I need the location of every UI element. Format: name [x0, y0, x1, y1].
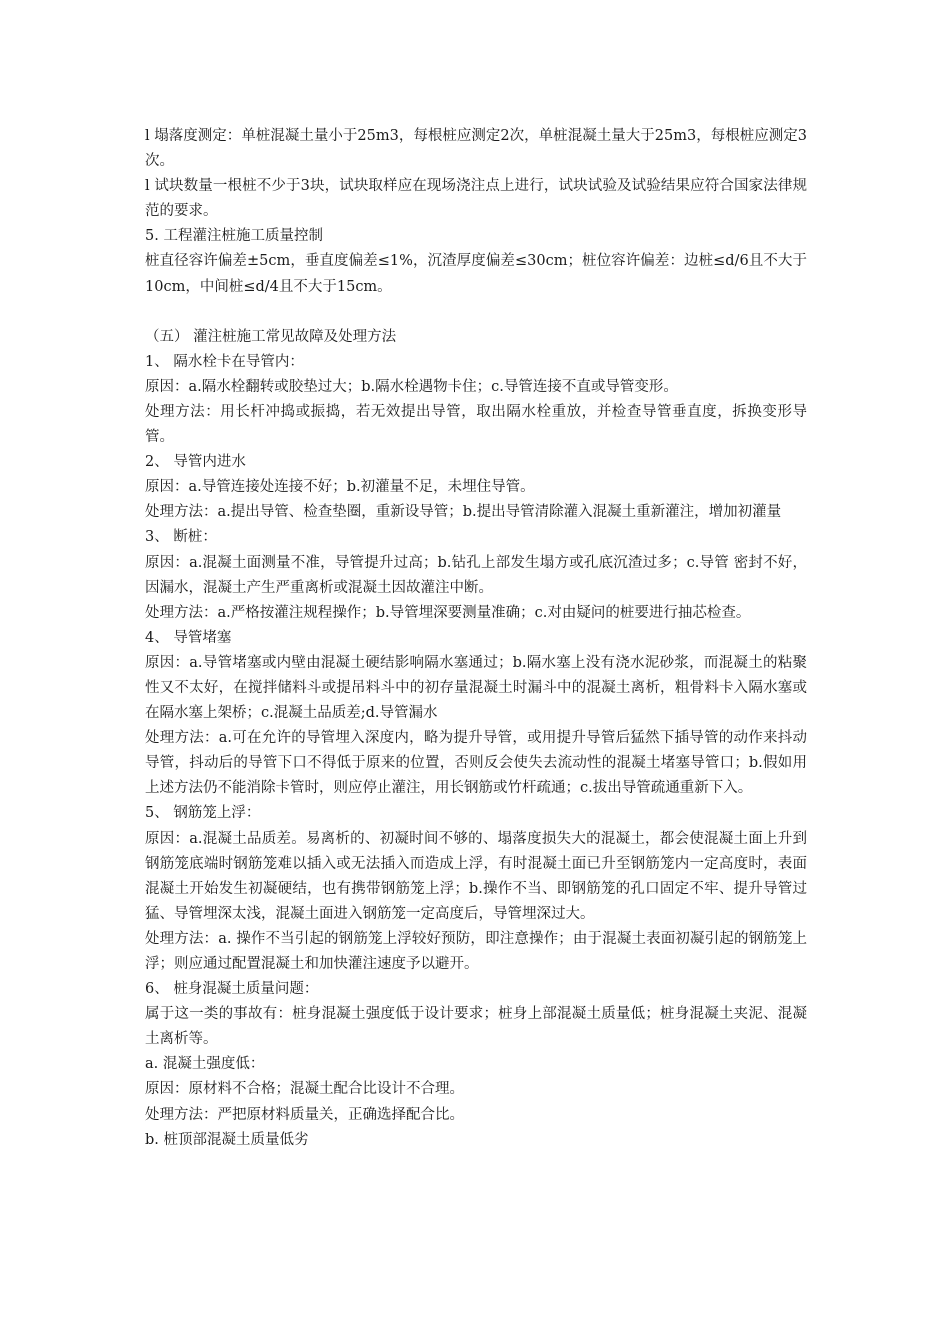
subitem-a-treatment: 处理方法：严把原材料质量关，正确选择配合比。: [145, 1106, 464, 1123]
item-heading-5: 5、 钢筋笼上浮：: [145, 805, 261, 822]
item-3-treatment: 处理方法：a.严格按灌注规程操作；b.导管埋深要测量准确；c.对由疑问的桩要进行抽芯检查。: [145, 604, 751, 621]
paragraph-slump-test: l 塌落度测定：单桩混凝土量小于25m3，每根桩应测定2次，单桩混凝土量大于25m3，每根桩应测定3次。: [145, 128, 807, 170]
item-heading-4: 4、 导管堵塞: [145, 629, 232, 646]
item-4-treatment: 处理方法：a.可在允许的导管埋入深度内，略为提升导管，或用提升导管后猛然下插导管的动作来抖动导管，抖动后的导管下口不得低于原来的位置，否则反会使失去流动性的混凝土堵塞导管口；b.假如用上述方法仍不能消除卡管时，则应停止灌注，用长钢筋或竹杆疏通；c.拔出导管疏通重新下入。: [145, 730, 807, 797]
item-2-cause: 原因：a.导管连接处连接不好；b.初灌量不足，未埋住导管。: [145, 479, 535, 496]
item-heading-6: 6、 桩身混凝土质量问题：: [145, 981, 319, 998]
subitem-heading-a: a. 混凝土强度低：: [145, 1056, 265, 1073]
item-6-description: 属于这一类的事故有：桩身混凝土强度低于设计要求；桩身上部混凝土质量低；桩身混凝土夹泥、混凝土离析等。: [145, 1006, 807, 1048]
subitem-a-cause: 原因：原材料不合格；混凝土配合比设计不合理。: [145, 1081, 464, 1098]
item-5-treatment: 处理方法：a. 操作不当引起的钢筋笼上浮较好预防，即注意操作；由于混凝土表面初凝引起的钢筋笼上浮；则应通过配置混凝土和加快灌注速度予以避开。: [145, 930, 807, 972]
item-1-cause: 原因：a.隔水栓翻转或胶垫过大；b.隔水栓遇物卡住；c.导管连接不直或导管变形。: [145, 378, 678, 395]
section-heading-quality-control: 5. 工程灌注桩施工质量控制: [145, 228, 323, 245]
item-3-cause: 原因：a.混凝土面测量不准，导管提升过高；b.钻孔上部发生塌方或孔底沉渣过多；c.导管 密封不好，因漏水，混凝土产生严重离析或混凝土因故灌注中断。: [145, 554, 807, 596]
paragraph-tolerances: 桩直径容许偏差±5cm，垂直度偏差≤1%，沉渣厚度偏差≤30cm；桩位容许偏差：边桩≤d/6且不大于10cm，中间桩≤d/4且不大于15cm。: [145, 253, 807, 295]
item-1-treatment: 处理方法：用长杆冲捣或振捣，若无效提出导管，取出隔水栓重放，并检查导管垂直度，拆换变形导管。: [145, 403, 807, 446]
section-heading-faults: （五） 灌注桩施工常见故障及处理方法: [145, 328, 397, 345]
item-heading-3: 3、 断桩：: [145, 529, 217, 546]
paragraph-test-block: l 试块数量一根桩不少于3块，试块取样应在现场浇注点上进行，试块试验及试验结果应符合国家法律规范的要求。: [145, 178, 807, 220]
item-4-cause: 原因：a.导管堵塞或内壁由混凝土硬结影响隔水塞通过；b.隔水塞上没有浇水泥砂浆，而混凝土的粘聚性又不太好，在搅拌储料斗或提吊料斗中的初存量混凝土时漏斗中的混凝土离析，粗骨料卡入隔水塞或在隔水塞上架桥；c.混凝土品质差;d.导管漏水: [145, 654, 807, 722]
item-heading-2: 2、 导管内进水: [145, 454, 246, 471]
blank-line: [145, 300, 807, 325]
item-heading-1: 1、 隔水栓卡在导管内：: [145, 353, 304, 370]
item-2-treatment: 处理方法：a.提出导管、检查垫圈，重新设导管；b.提出导管清除灌入混凝土重新灌注，增加初灌量: [145, 504, 782, 521]
document-body: [145, 124, 807, 1153]
item-5-cause: 原因：a.混凝土品质差。易离析的、初凝时间不够的、塌落度损失大的混凝土，都会使混凝土面上升到钢筋笼底端时钢筋笼难以插入或无法插入而造成上浮，有时混凝土面已升至钢筋笼内一定高度时，表面混凝土开始发生初凝硬结，也有携带钢筋笼上浮；b.操作不当、即钢筋笼的孔口固定不牢、提升导管过猛、导管埋深太浅，混凝土面进入钢筋笼一定高度后，导管埋深过大。: [145, 830, 807, 922]
subitem-heading-b: b. 桩顶部混凝土质量低劣: [145, 1131, 309, 1148]
